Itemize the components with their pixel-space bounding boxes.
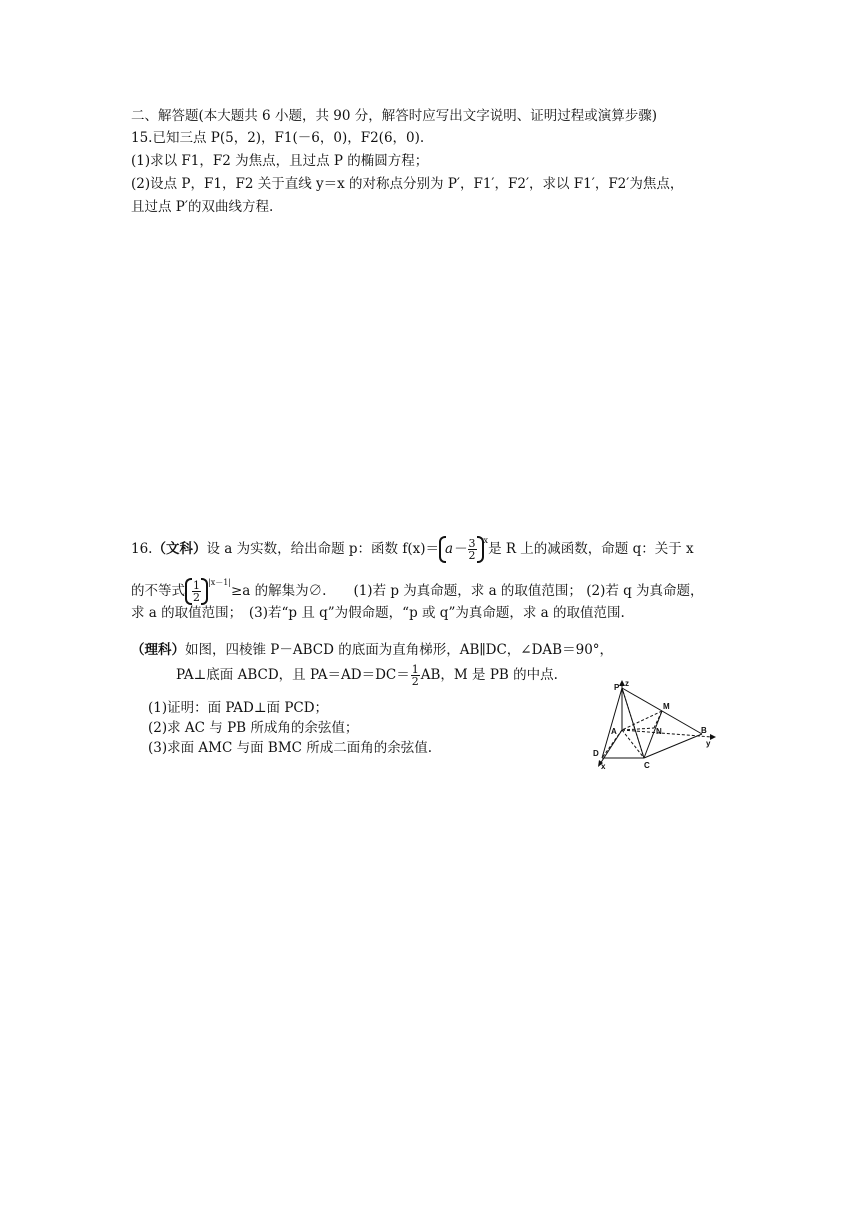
wen-line1-a: 设 a 为实数，给出命题 p：函数 f(x)＝ [206,541,439,557]
q15-line3: (2)设点 P，F1，F2 关于直线 y＝x 的对称点分别为 P′，F1′，F2′，求以 F1′，F2′为焦点， [131,176,684,192]
label-P: P [614,683,620,692]
li-line2-b: AB，M 是 PB 的中点. [420,667,558,683]
section-header: 二、解答题(本大题共 6 小题，共 90 分，解答时应写出文字说明、证明过程或演算步骤) [131,108,657,124]
frac-half: $\frac{1}{2}$ [411,663,419,688]
q15-line1: 15.已知三点 P(5，2)，F1(－6，0)，F2(6，0). [131,130,425,146]
y-arrow-icon [710,734,716,740]
label-M: M [663,702,670,711]
edge-PD [602,688,622,758]
q16-number: 16. [131,541,153,557]
q16-li-sub1: (1)证明：面 PAD⊥面 PCD； [148,700,329,716]
label-A: A [611,727,617,736]
label-N: N [656,727,662,736]
label-z: z [625,679,629,688]
label-B: B [701,726,707,735]
exp-abs: |x－1| [208,578,231,587]
frac-1-2: $\frac{1}{2}$ [193,579,200,604]
edge-AN [622,728,654,730]
q15-line4: 且过点 P′的双曲线方程. [131,199,274,215]
q15-line2: (1)求以 F1，F2 为焦点，且过点 P 的椭圆方程； [131,153,429,169]
li-line1-text: 如图，四棱锥 P－ABCD 的底面为直角梯形，AB∥DC，∠DAB＝90°， [185,642,614,658]
label-x: x [601,762,606,770]
q16-li-sub2: (2)求 AC 与 PB 所成角的余弦值； [148,720,359,736]
edge-AC [622,730,644,758]
wen-line2-a: 的不等式 [131,583,185,599]
edge-MN [654,711,662,728]
wen-line1-b: 是 R 上的减函数，命题 q：关于 x [488,541,694,557]
li-line2-a: PA⊥底面 ABCD，且 PA＝AD＝DC＝ [176,667,410,683]
q16-li-line1 [131,640,613,660]
q16-li-line2 [176,664,558,687]
base-expression [439,538,484,561]
half-expression [185,580,208,603]
li-tag: （理科） [131,642,185,658]
wen-line2-b: ≥a 的解集为∅. (1)若 p 为真命题，求 a 的取值范围； (2)若 q 为真命题， [231,583,704,599]
exp-x: x [483,536,489,545]
base-a: a－ [444,541,467,557]
pyramid-figure [588,676,722,770]
label-D: D [593,749,599,758]
wen-tag: （文科） [152,541,207,557]
q16-wen-line1 [131,531,694,561]
label-y: y [706,739,711,748]
edge-CB [644,734,702,758]
frac-3-2: $\frac{3}{2}$ [468,537,476,562]
q16-wen-line2 [131,573,704,603]
label-C: C [644,761,650,770]
q16-li-sub3: (3)求面 AMC 与面 BMC 所成二面角的余弦值. [148,740,433,756]
q16-wen-line3: 求 a 的取值范围； (3)若“p 且 q”为假命题，“p 或 q”为真命题，求 a 的取值范围. [131,605,625,621]
